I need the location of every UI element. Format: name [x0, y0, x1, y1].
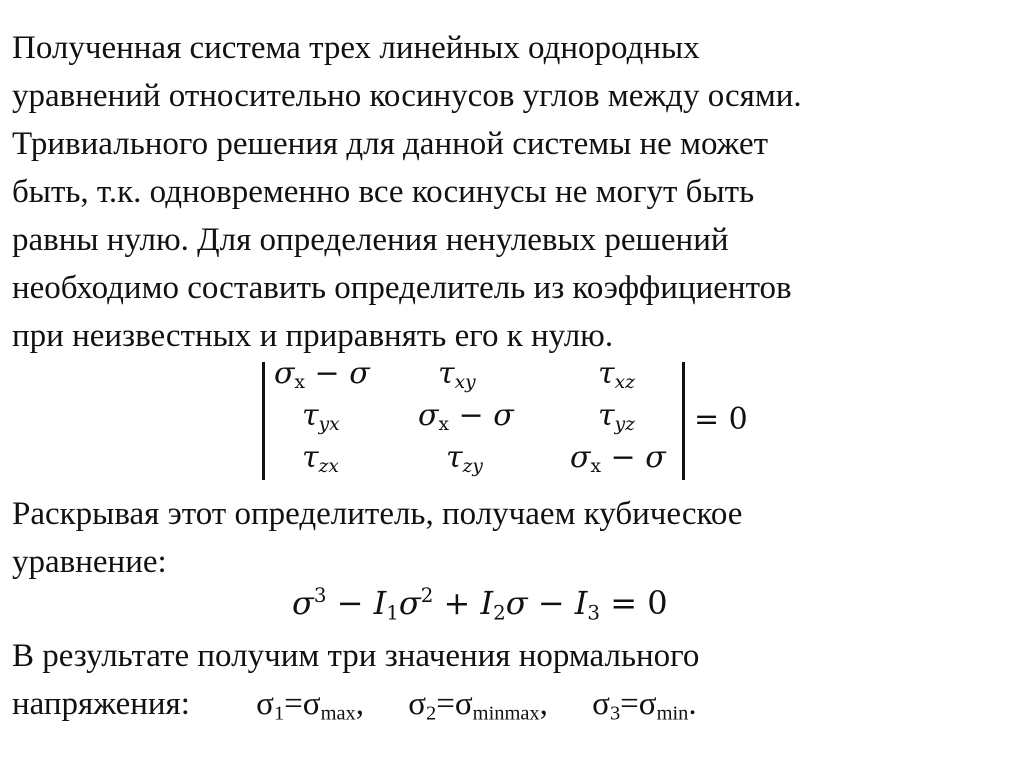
text-line: при неизвестных и приравнять его к нулю.	[12, 318, 614, 354]
expansion-paragraph	[12, 490, 1012, 586]
text-line: Тривиального решения для данной системы не может	[12, 126, 769, 162]
det-cell-r2c1: $\tau_{yx}$	[302, 398, 340, 436]
determinant-right-bar	[682, 362, 685, 480]
det-cell-r3c1: $\tau_{zx}$	[302, 440, 339, 478]
intro-paragraph	[12, 24, 1012, 360]
sigma1-value: $\sigma_1=\sigma_{max}$,	[256, 686, 364, 725]
text-line: быть, т.к. одновременно все косинусы не могут быть	[12, 174, 755, 210]
stress-label: напряжения:	[12, 686, 190, 722]
text-line: равны нулю. Для определения ненулевых решений	[12, 222, 729, 258]
text-line: необходимо составить определитель из коэффициентов	[12, 270, 792, 306]
result-paragraph	[12, 632, 1012, 738]
cubic-equation: $\sigma^3 - I_1\sigma^2 + I_2\sigma - I_3 = 0$	[292, 584, 668, 625]
det-cell-r2c2: $\sigma_x - \sigma$	[418, 398, 514, 436]
text-line: Полученная система трех линейных однородных	[12, 30, 700, 66]
text-line: В результате получим три значения нормального	[12, 638, 700, 674]
det-cell-r3c3: $\sigma_x - \sigma$	[570, 440, 666, 478]
det-cell-r1c1: $\sigma_x - \sigma$	[274, 356, 370, 394]
det-cell-r1c2: $\tau_{xy}$	[438, 356, 476, 394]
text-line: Раскрывая этот определитель, получаем кубическое	[12, 496, 743, 532]
det-cell-r2c3: $\tau_{yz}$	[598, 398, 635, 436]
sigma3-value: $\sigma_3=\sigma_{min}$.	[592, 686, 697, 725]
determinant-left-bar	[262, 362, 265, 480]
text-line: уравнение:	[12, 544, 167, 580]
det-cell-r3c2: $\tau_{zy}$	[446, 440, 483, 478]
determinant-equals-zero: = 0	[694, 402, 748, 437]
text-line: уравнений относительно косинусов углов между осями.	[12, 78, 802, 114]
det-cell-r1c3: $\tau_{xz}$	[598, 356, 635, 394]
sigma2-value: $\sigma_2=\sigma_{minmax}$,	[408, 686, 548, 725]
text-line	[12, 680, 1012, 738]
stress-determinant	[262, 356, 782, 480]
